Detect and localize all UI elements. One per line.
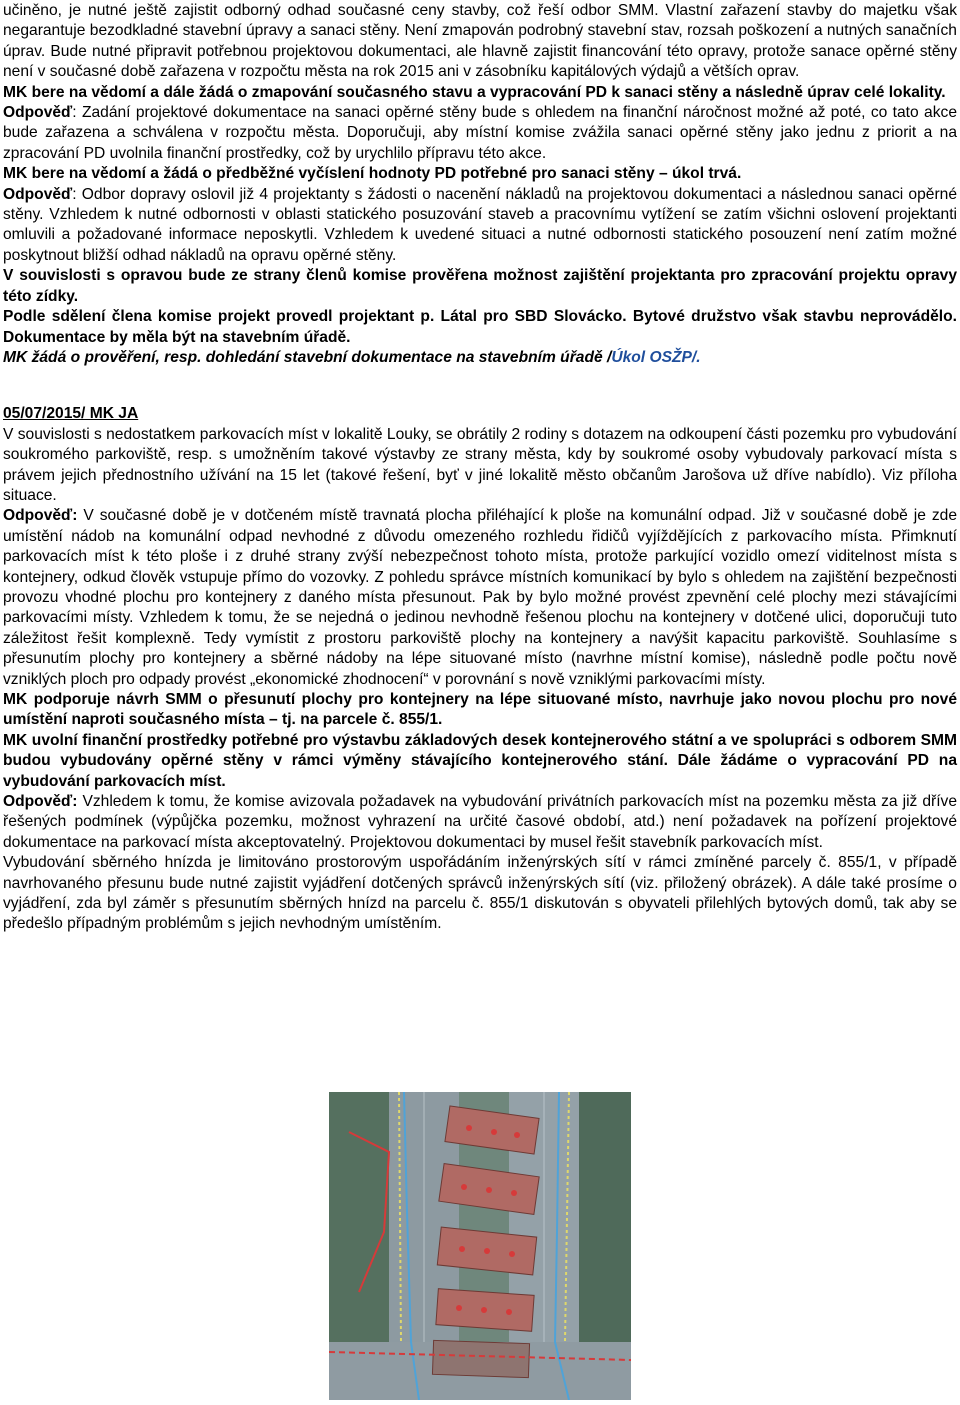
answer-label: Odpověď: bbox=[3, 793, 78, 811]
paragraph-question: V souvislosti s nedostatkem parkovacích míst v lokalitě Louky, se obrátily 2 rodiny s dotazem na odkoupení části pozemku pro vybudování soukromého parkoviště, resp. s umožněním takové výstavby ze strany města, kdy by soukromé osoby vybudovaly parkovací místa s právem jejich přednostního užívání na 15 let (takové řešení, byť v jiné lokalitě město občanům Jarošova už dříve nabídlo). Viz příloha situace. bbox=[3, 425, 958, 504]
answer-label: Odpověď bbox=[3, 104, 73, 122]
paragraph-answer-3 bbox=[3, 506, 957, 690]
answer-text: Vzhledem k tomu, že komise avizovala požadavek na vybudování privátních parkovacích míst na pozemku města za již dříve řešených podmínek (výpůjčka pozemku, možnost vyhrazení na určité časové období, atd.) není požadavek na pořízení projektové dokumentace na parkovací místa akceptovatelný. Projektovou dokumentaci by musel řešit stavebník parkovacích míst. bbox=[3, 793, 957, 851]
task-link[interactable]: Úkol OSŽP/. bbox=[611, 348, 701, 366]
paragraph-designer-note: Podle sdělení člena komise projekt provedl projektant p. Látal pro SBD Slovácko. Bytové družstvo však stavbu neprovádělo. Dokumentace by měla být na stavebním úřadě. bbox=[3, 308, 957, 346]
paragraph-mk-funding: MK uvolní finanční prostředky potřebné pro výstavbu základových desek kontejnerového státní a ve spolupráci s odborem SMM budou vybudovány opěrné stěny v rámci výměny stávajícího kontejnerového stání. Dále žádáme o vypracování PD na vybudování parkovacích míst. bbox=[3, 731, 957, 790]
document-page bbox=[3, 0, 957, 935]
aerial-site-plan-image bbox=[329, 1092, 631, 1400]
paragraph-answer-2 bbox=[3, 185, 957, 267]
paragraph-collection-site: Vybudování sběrného hnízda je limitováno prostorovým uspořádáním inženýrských sítí v rámci zmíněné parcely č. 855/1, v případě navrhovaného přesunu bude nutné zajistit vyjádření dotčených správců inženýrských sítí (viz. přiložený obrázek). A dále také prosíme o vyjádření, zda byl záměr s přesunutím sběrných hnízd na parcelu č. 855/1 diskutován s obyvateli přilehlých bytových domů, tak aby se předešlo případným problémům s jejich nevhodným umístěním. bbox=[3, 854, 957, 933]
paragraph-answer-4 bbox=[3, 792, 957, 853]
answer-label: Odpověď bbox=[3, 185, 73, 203]
spacer bbox=[3, 368, 957, 388]
paragraph-commission-note: V souvislosti s opravou bude ze strany členů komise prověřena možnost zajištění projektanta pro zpracování projektu opravy této zídky. bbox=[3, 267, 957, 305]
paragraph-mk-request-3 bbox=[3, 348, 957, 368]
section-heading: 05/07/2015/ MK JA bbox=[3, 405, 139, 423]
paragraph-mk-request-2: MK bere na vědomí a žádá o předběžné vyčíslení hodnoty PD potřebné pro sanaci stěny – úkol trvá. bbox=[3, 165, 742, 183]
answer-label: Odpověď: bbox=[3, 507, 78, 525]
answer-text: V současné době je v dotčeném místě travnatá plocha přiléhající k ploše na komunální odpad. Již v současné době je zde umístění nádob na komunální odpad nevhodné z důvodu omezeného rozhledu řidičů vyjíždějících z parkovacího místa. Přimknutí parkovacích míst k této ploše i z druhé strany zvýší nebezpečnost tohoto místa, protože parkující vozidlo omezí viditelnost místa s kontejnery, odkud člověk vstupuje přímo do vozovky. Z pohledu správce místních komunikací by bylo s ohledem na zajištění bezpečnosti provozu vhodné plochu pro kontejnery z daného místa přesunout. Pak by bylo možné provést zpevnění celé plochy mezi stávajícími parkovacími místy. Vzhledem k tomu, že se nejedná o jedinou nevhodně řešenou plochu na kontejnery v dotčené ulici, doporučuji tuto záležitost řešit komplexně. Tedy vymístit z prostoru parkoviště plochy na kontejnery a navýšit kapacitu parkoviště. Souhlasíme s přesunutím plochy pro kontejnery a sběrné nádoby na lépe situované místo (navrhne místní komise), následně podle počtu nově vzniklých ploch pro odpady provést „ekonomické zhodnocení“ v porovnání s nově vzniklými parkovacími místy. bbox=[3, 507, 957, 688]
answer-text: : Zadání projektové dokumentace na sanaci opěrné stěny bude s ohledem na finanční náročnost možné až poté, co tato akce bude zařazena a schválena v rozpočtu města. Doporučuji, aby místní komise zvážila sanaci opěrné stěny jako jednu z priorit a na zpracování PD uvolnila finanční prostředky, což by urychlilo přípravu této akce. bbox=[3, 104, 957, 162]
paragraph-mk-support: MK podporuje návrh SMM o přesunutí plochy pro kontejnery na lépe situované místo, navrhuje jako novou plochu pro nové umístění naproti současného místa – tj. na parcele č. 855/1. bbox=[3, 691, 957, 729]
paragraph-answer-1 bbox=[3, 103, 957, 164]
paragraph-mk-request-1: MK bere na vědomí a dále žádá o zmapování současného stavu a vypracování PD k sanaci stěny a následně úprav celé lokality. bbox=[3, 83, 946, 101]
paragraph-intro: učiněno, je nutné ještě zajistit odborný odhad současné ceny stavby, což řeší odbor SMM. Vlastní zařazení stavby do majetku však negarantuje bezodkladné stavební úpravy a sanaci stěny. Není zmapován podrobný stavební stav, rozsah poškození a nutných sanačních úprav. Bude nutné připravit potřebnou projektovou dokumentaci, ale hlavně zajistit financování této opravy, protože sanace opěrné stěny není v současné době zařazena v rozpočtu města na rok 2015 ani v zásobníku kapitálových výdajů a větších oprav. bbox=[3, 2, 957, 81]
request-text: MK žádá o prověření, resp. dohledání stavební dokumentace na stavebním úřadě / bbox=[3, 348, 612, 366]
answer-text: : Odbor dopravy oslovil již 4 projektanty s žádosti o nacenění nákladů na projektovou dokumentaci a následnou sanaci opěrné stěny. Vzhledem k nutné odbornosti v oblasti statického posuzování staveb a pracovnímu vytížení se zatím všichni oslovení projektanti omluvili a požadované informace neposkytli. Vzhledem k uvedené situaci a nutné odbornosti statického posouzení není zatím možné poskytnout bližší odhad nákladů na opravu opěrné stěny. bbox=[3, 185, 957, 264]
site-plan-icon bbox=[329, 1092, 631, 1400]
